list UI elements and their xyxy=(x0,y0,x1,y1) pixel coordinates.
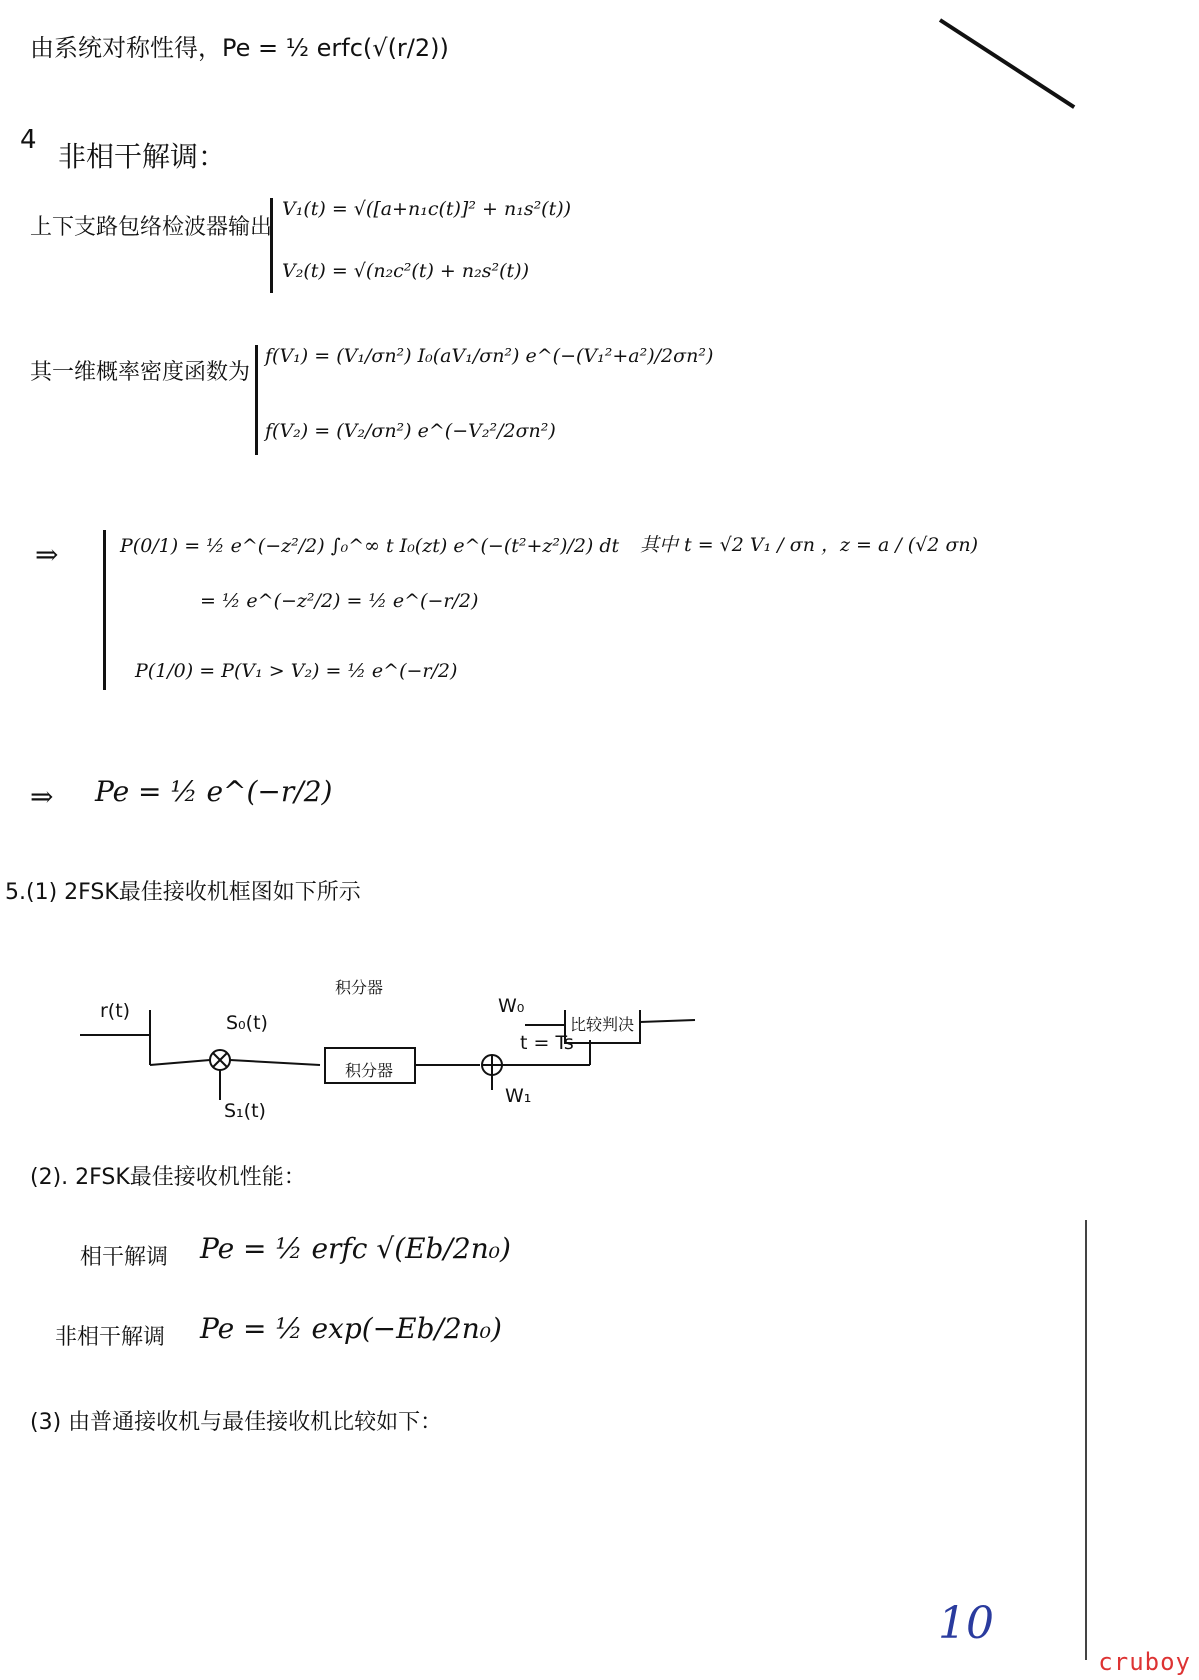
q5-part1: 5.(1) 2FSK最佳接收机框图如下所示 xyxy=(5,880,361,905)
eq-f-v1: f(V₁) = (V₁/σn²) I₀(aV₁/σn²) e^(−(V₁²+a²)/2σn²) xyxy=(265,345,714,367)
brace-pdf xyxy=(255,345,258,455)
diagram-integrator-top: 积分器 xyxy=(335,978,384,997)
diagram-s1-label: S₁(t) xyxy=(224,1100,266,1122)
q5-part2: (2). 2FSK最佳接收机性能： xyxy=(30,1165,306,1190)
envelope-output-label: 上下支路包络检波器输出 xyxy=(30,215,273,240)
diagram-comparator: 比较判决 xyxy=(570,1015,635,1034)
diagram-sample-label: t = Ts xyxy=(520,1032,574,1054)
noncoherent-label: 非相干解调 xyxy=(55,1325,166,1350)
page-number: 10 xyxy=(938,1598,994,1649)
heading-noncoherent: 非相干解调： xyxy=(58,140,227,173)
margin-line xyxy=(1085,1220,1087,1660)
diagram-w0-label: W₀ xyxy=(498,995,525,1017)
eq-pe-coherent: Pe = ½ erfc √(Eb/2n₀) xyxy=(200,1232,511,1265)
eq-pe-noncoherent: Pe = ½ exp(−Eb/2n₀) xyxy=(200,1312,502,1345)
eq-substitution: 其中 t = √2 V₁ / σn ，z = a / (√2 σn) xyxy=(640,534,979,556)
eq-v1: V₁(t) = √([a+n₁c(t)]² + n₁s²(t)) xyxy=(282,198,572,220)
diagram-input-label: r(t) xyxy=(100,1000,131,1022)
diagram-integrator-bottom: 积分器 xyxy=(345,1061,394,1080)
watermark: cruboy xyxy=(1098,1648,1191,1676)
eq-pe-result: Pe = ½ e^(−r/2) xyxy=(95,775,333,808)
brace-envelope xyxy=(270,198,273,293)
pdf-label: 其一维概率密度函数为 xyxy=(30,360,251,385)
line-symmetry: 由系统对称性得，Pe = ½ erfc(√(r/2)) xyxy=(30,34,449,62)
coherent-label: 相干解调 xyxy=(80,1245,169,1270)
margin-stroke xyxy=(939,18,1075,108)
brace-probabilities xyxy=(103,530,106,690)
eq-v2: V₂(t) = √(n₂c²(t) + n₂s²(t)) xyxy=(282,260,529,282)
eq-f-v2: f(V₂) = (V₂/σn²) e^(−V₂²/2σn²) xyxy=(265,420,556,442)
eq-p01: P(0/1) = ½ e^(−z²/2) ∫₀^∞ t I₀(zt) e^(−(t²+z²)/2) dt xyxy=(120,535,620,557)
section-number: 4 xyxy=(20,125,37,155)
diagram-s0-label: S₀(t) xyxy=(226,1012,268,1034)
diagram-w1-label: W₁ xyxy=(505,1085,532,1107)
eq-p10: P(1/0) = P(V₁ > V₂) = ½ e^(−r/2) xyxy=(135,660,458,682)
implies-arrow-2: ⇒ xyxy=(30,780,54,813)
q5-part3: (3) 由普通接收机与最佳接收机比较如下： xyxy=(30,1410,443,1435)
eq-p01-result: = ½ e^(−z²/2) = ½ e^(−r/2) xyxy=(200,590,479,612)
implies-arrow-1: ⇒ xyxy=(35,538,59,571)
